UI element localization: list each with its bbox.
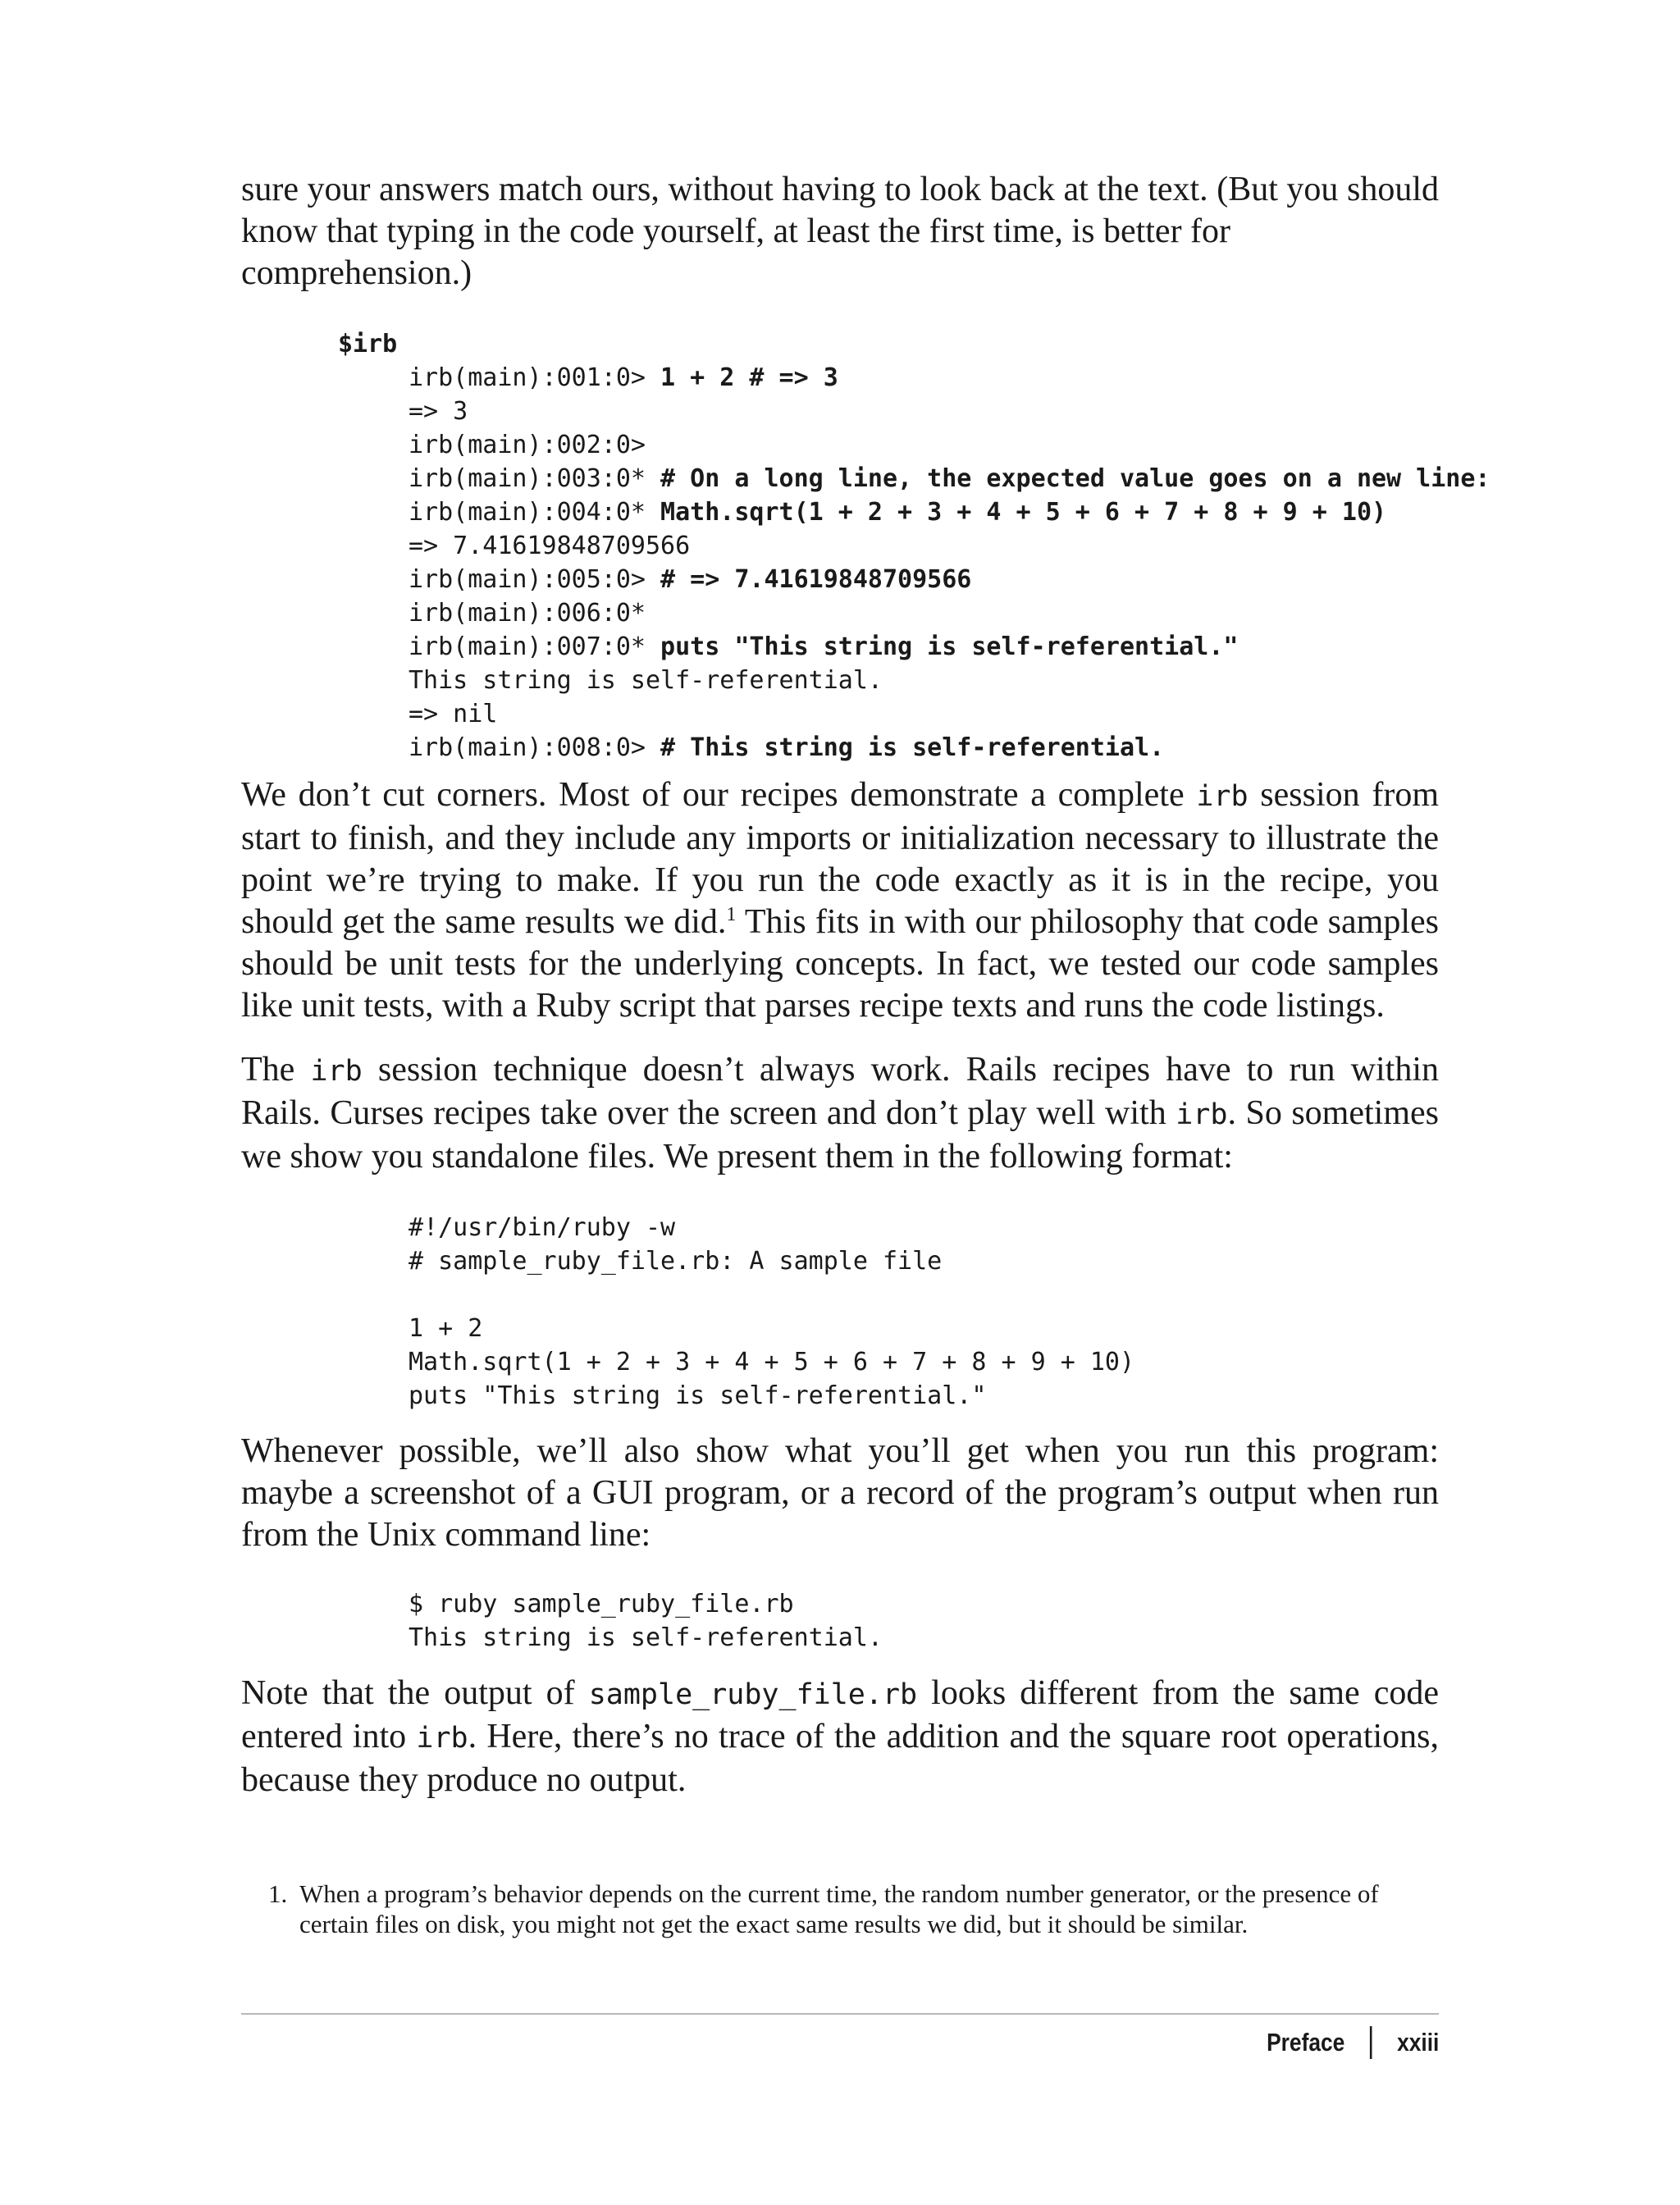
inline-code-irb: irb <box>1176 1098 1228 1131</box>
irb-input: # => 7.41619848709566 <box>660 565 972 594</box>
irb-line <box>241 596 1439 630</box>
run-output-block <box>241 1587 1439 1655</box>
irb-line <box>241 428 1439 462</box>
file-line: puts "This string is self-referential." <box>409 1381 987 1410</box>
intro-line-2: know that typing in the code yourself, at least the first time, is better for comprehension.) <box>241 212 1231 292</box>
irb-session-header: $irb <box>338 330 398 358</box>
file-line: #!/usr/bin/ruby -w <box>409 1213 676 1242</box>
irb-line <box>241 395 1439 428</box>
irb-line <box>241 495 1439 529</box>
irb-input: # This string is self-referential. <box>660 733 1165 762</box>
file-listing-lines <box>241 1211 1439 1413</box>
inline-code-irb: irb <box>416 1722 468 1755</box>
irb-prompt: irb(main):004:0* <box>409 498 661 527</box>
page-footer <box>1267 2021 1439 2064</box>
irb-prompt: irb(main):006:0* <box>409 599 646 628</box>
irb-prompt: => nil <box>409 700 498 728</box>
irb-line <box>241 361 1439 395</box>
irb-line <box>241 563 1439 596</box>
footnote-text: When a program’s behavior depends on the current time, the random number generator, or the presence of certain files on disk, you might not get the exact same results we did, but it should be similar. <box>299 1879 1379 1938</box>
irb-input: puts "This string is self-referential." <box>660 632 1239 661</box>
inline-code-filename: sample_ruby_file.rb <box>588 1678 918 1711</box>
paragraph-corners: We don’t cut corners. Most of our recipes demonstrate a complete irb session from start to finish, and they include any imports or initialization necessary to illustrate the point we’re trying to make. If you run the code exactly as it is in the recipe, you should get the same results we did.$^1$ This fits in with our philosophy that code samples should be unit tests for the underlying concepts. In fact, we tested our code samples like unit tests, with a Ruby script that parses recipe texts and runs the code listings. <box>241 776 1439 1025</box>
irb-prompt: irb(main):001:0> <box>409 363 661 392</box>
file-line <box>241 1278 1439 1312</box>
page-body <box>241 169 1491 1801</box>
irb-prompt: irb(main):005:0> <box>409 565 661 594</box>
irb-prompt: irb(main):007:0* <box>409 632 661 661</box>
irb-input: 1 + 2 # => 3 <box>660 363 838 392</box>
footer-separator <box>1370 2026 1372 2059</box>
run-output-lines <box>241 1587 1439 1655</box>
intro-line-1: sure your answers match ours, without having to look back at the text. (But you should <box>241 171 1439 208</box>
footnote <box>268 1879 1439 1939</box>
inline-code-irb: irb <box>310 1055 363 1088</box>
irb-prompt: irb(main):008:0> <box>409 733 661 762</box>
footnote-number: 1. <box>268 1879 288 1908</box>
irb-prompt: => 3 <box>409 397 468 426</box>
irb-session-lines <box>241 361 1491 765</box>
file-line: Math.sqrt(1 + 2 + 3 + 4 + 5 + 6 + 7 + 8 + 9 + 10) <box>409 1348 1135 1376</box>
file-line: 1 + 2 <box>409 1314 483 1343</box>
irb-session-block <box>241 327 1491 765</box>
inline-code-irb: irb <box>1196 780 1249 813</box>
output-line: This string is self-referential. <box>409 1623 883 1652</box>
file-line: # sample_ruby_file.rb: A sample file <box>409 1247 943 1276</box>
irb-line <box>241 664 1439 697</box>
footer-rule <box>241 2013 1439 2015</box>
irb-line <box>241 529 1439 563</box>
irb-line <box>241 697 1439 731</box>
footer-page-number: xxiii <box>1396 2028 1439 2057</box>
irb-line <box>241 731 1439 765</box>
paragraph-technique: The irb session technique doesn’t always work. Rails recipes have to run within Rails. Curses recipes take over the screen and don’t play well with irb. So sometimes we show you standalone files. We present them in the following format: <box>241 1051 1439 1176</box>
irb-prompt: irb(main):002:0> <box>409 431 646 459</box>
footnote-ref[interactable]: 1 <box>726 904 737 925</box>
output-line: $ ruby sample_ruby_file.rb <box>409 1590 794 1618</box>
irb-prompt: This string is self-referential. <box>409 666 883 695</box>
paragraph-note: Note that the output of sample_ruby_file.rb looks different from the same code entered into irb. Here, there’s no trace of the addition and the square root operations, because they produce no output. <box>241 1674 1439 1799</box>
paragraph-output: Whenever possible, we’ll also show what you’ll get when you run this program: maybe a screenshot of a GUI program, or a record of the program’s output when run from the Unix command line: <box>241 1432 1439 1554</box>
irb-line <box>241 462 1491 495</box>
irb-line <box>241 630 1439 664</box>
irb-input: Math.sqrt(1 + 2 + 3 + 4 + 5 + 6 + 7 + 8 + 9 + 10) <box>660 498 1387 527</box>
footer-section-title: Preface <box>1266 2028 1344 2057</box>
irb-prompt: irb(main):003:0* <box>409 464 661 493</box>
file-listing-block <box>241 1211 1439 1413</box>
irb-input: # On a long line, the expected value goes on a new line: <box>660 464 1491 493</box>
irb-prompt: => 7.41619848709566 <box>409 532 691 560</box>
